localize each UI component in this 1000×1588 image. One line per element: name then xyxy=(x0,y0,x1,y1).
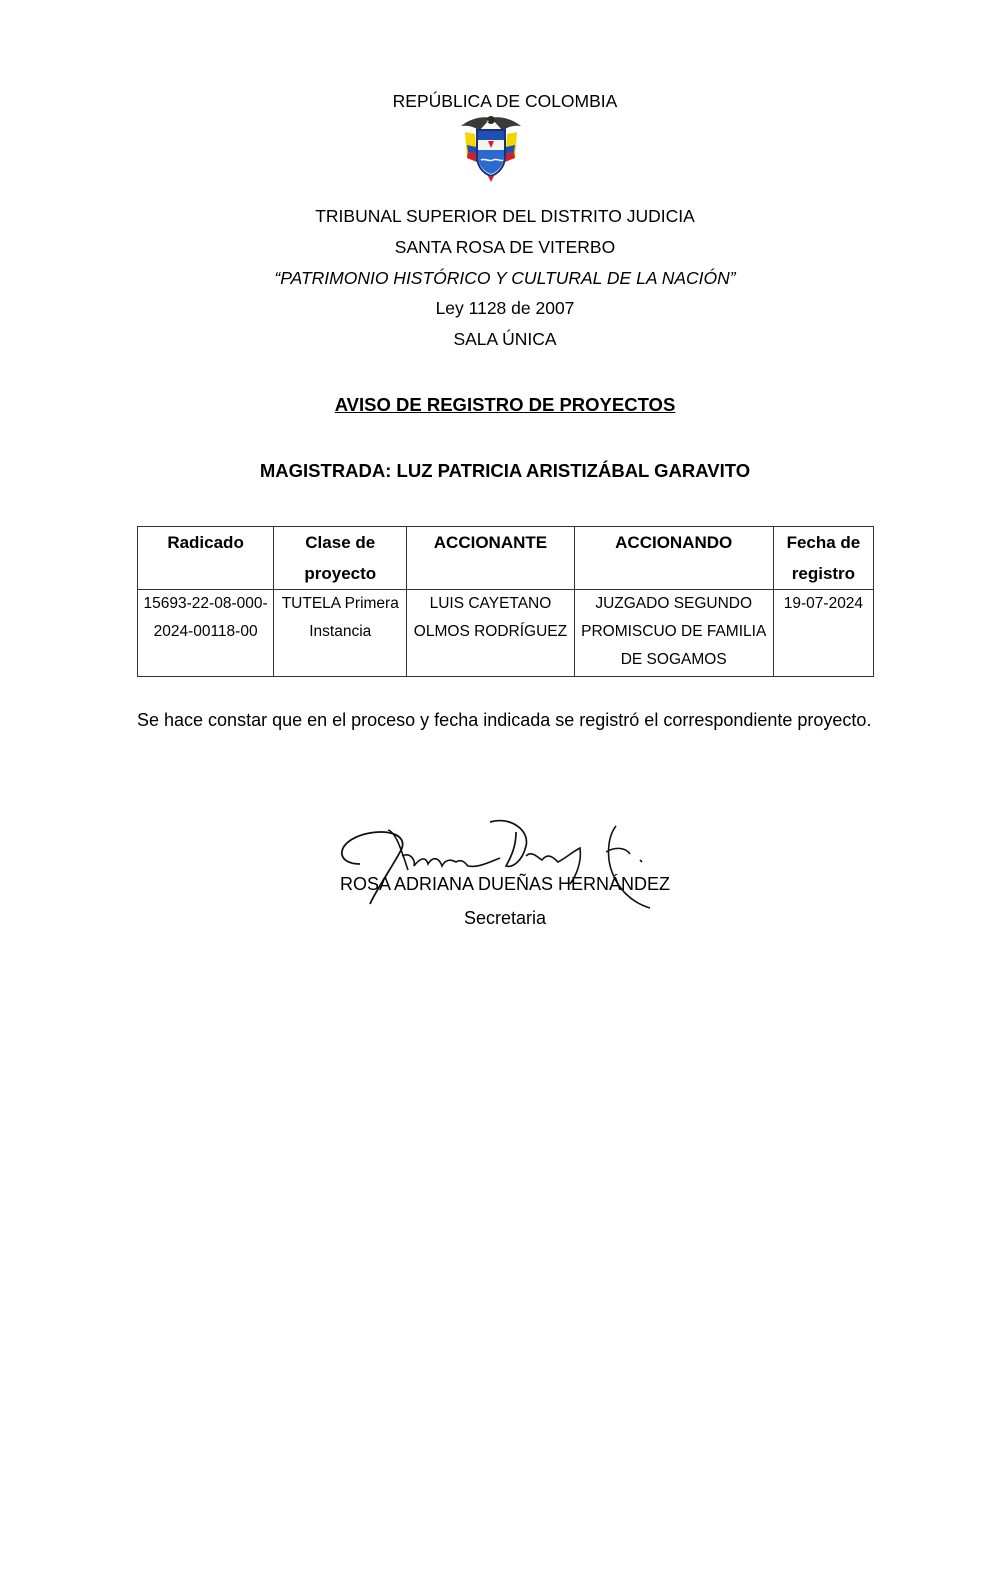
cell-accionando: JUZGADO SEGUNDO PROMISCUO DE FAMILIA DE SOGAMOS xyxy=(574,590,773,677)
signatory-role: Secretaria xyxy=(463,908,547,928)
cell-clase: TUTELA Primera Instancia xyxy=(274,590,407,677)
cell-fecha: 19-07-2024 xyxy=(773,590,873,677)
motto: “PATRIMONIO HISTÓRICO Y CULTURAL DE LA NACIÓN” xyxy=(274,268,736,288)
column-header: Fecha de registro xyxy=(773,527,873,590)
column-header: Clase de proyecto xyxy=(274,527,407,590)
cell-radicado: 15693-22-08-000-2024-00118-00 xyxy=(138,590,274,677)
column-header: Radicado xyxy=(138,527,274,590)
magistrate-line: MAGISTRADA: LUZ PATRICIA ARISTIZÁBAL GARAVITO xyxy=(259,460,751,481)
notice-title: AVISO DE REGISTRO DE PROYECTOS xyxy=(334,394,676,415)
column-header: ACCIONANDO xyxy=(574,527,773,590)
statement-paragraph: Se hace constar que en el proceso y fecha indicada se registró el correspondiente proyecto. xyxy=(137,710,872,730)
country-heading: REPÚBLICA DE COLOMBIA xyxy=(392,91,618,111)
city-name: SANTA ROSA DE VITERBO xyxy=(394,237,616,257)
chamber-name: SALA ÚNICA xyxy=(453,329,557,349)
handwritten-signature xyxy=(330,812,670,917)
court-name: TRIBUNAL SUPERIOR DEL DISTRITO JUDICIA xyxy=(315,206,695,226)
signatory-name: ROSA ADRIANA DUEÑAS HERNÁNDEZ xyxy=(339,874,671,894)
table-header-row xyxy=(138,527,874,590)
registry-table xyxy=(137,526,874,677)
law-reference: Ley 1128 de 2007 xyxy=(435,298,575,318)
coat-of-arms-icon xyxy=(455,112,527,184)
column-header: ACCIONANTE xyxy=(407,527,574,590)
table-row xyxy=(138,590,874,677)
cell-accionante: LUIS CAYETANO OLMOS RODRÍGUEZ xyxy=(407,590,574,677)
